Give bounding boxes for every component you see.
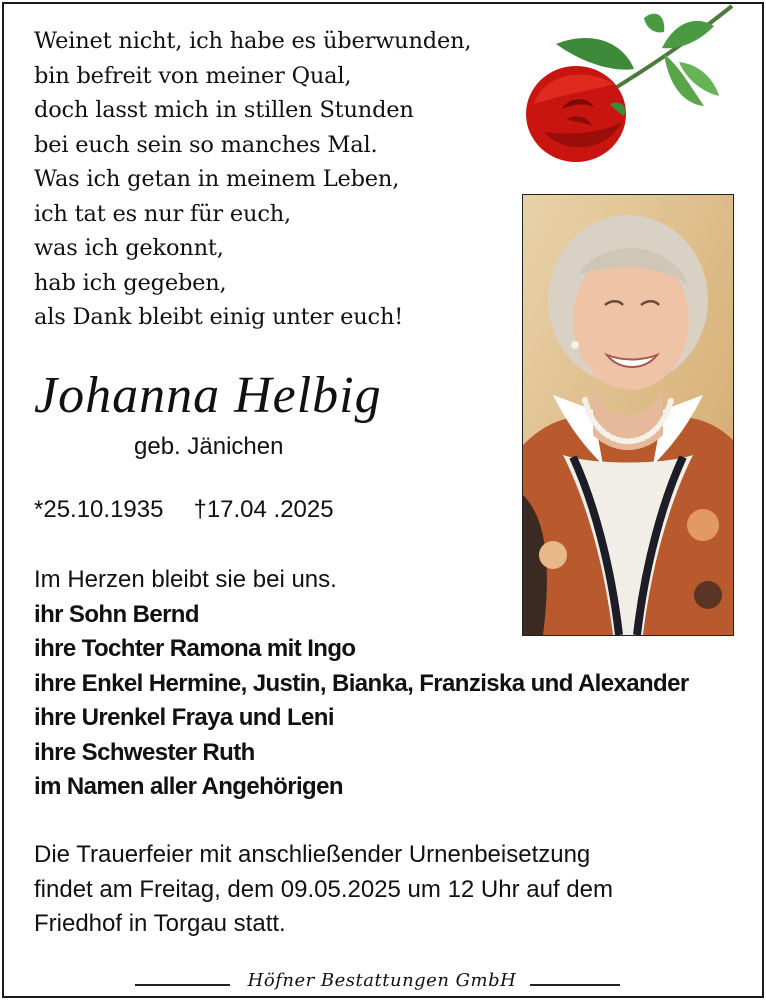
life-dates [34, 496, 334, 524]
footer [0, 968, 766, 998]
deceased-name: Johanna Helbig [34, 367, 382, 424]
family-intro: Im Herzen bleibt sie bei uns. [34, 566, 337, 593]
mourner-line: ihr Sohn Bernd [34, 600, 199, 628]
mourner-line: ihre Tochter Ramona mit Ingo [34, 635, 356, 662]
poem-line: als Dank bleibt einig unter euch! [34, 304, 404, 330]
service-info [34, 838, 613, 942]
maiden-name: geb. Jänichen [134, 433, 284, 460]
poem-line: Was ich getan in meinem Leben, [34, 166, 400, 192]
service-line: Die Trauerfeier mit anschließender Urnenbeisetzung [34, 841, 591, 868]
birth-date: *25.10.1935 [34, 496, 164, 523]
poem [34, 24, 471, 335]
footer-rule [530, 984, 620, 986]
service-line: Friedhof in Torgau statt. [34, 910, 286, 937]
poem-line: Weinet nicht, ich habe es überwunden, [34, 28, 472, 54]
poem-line: hab ich gegeben, [34, 269, 227, 296]
mourner-line: ihre Urenkel Fraya und Leni [34, 704, 334, 731]
mourner-line: ihre Enkel Hermine, Justin, Bianka, Franziska und Alexander [34, 669, 689, 697]
service-line: findet am Freitag, dem 09.05.2025 um 12 Uhr auf dem [34, 875, 613, 903]
poem-line: was ich gekonnt, [34, 235, 224, 261]
poem-line: bin befreit von meiner Qual, [34, 62, 352, 89]
poem-line: bei euch sein so manches Mal. [34, 131, 378, 158]
rose-icon [514, 4, 734, 174]
mourner-line: im Namen aller Angehörigen [34, 773, 343, 800]
death-date: †17.04 .2025 [193, 496, 334, 523]
poem-line: doch lasst mich in stillen Stunden [34, 97, 414, 123]
undertaker-name: Höfner Bestattungen GmbH [247, 970, 517, 991]
poem-line: ich tat es nur für euch, [34, 200, 291, 227]
mourner-line: ihre Schwester Ruth [34, 738, 255, 766]
footer-rule [135, 984, 230, 986]
mourners-list [34, 563, 689, 805]
